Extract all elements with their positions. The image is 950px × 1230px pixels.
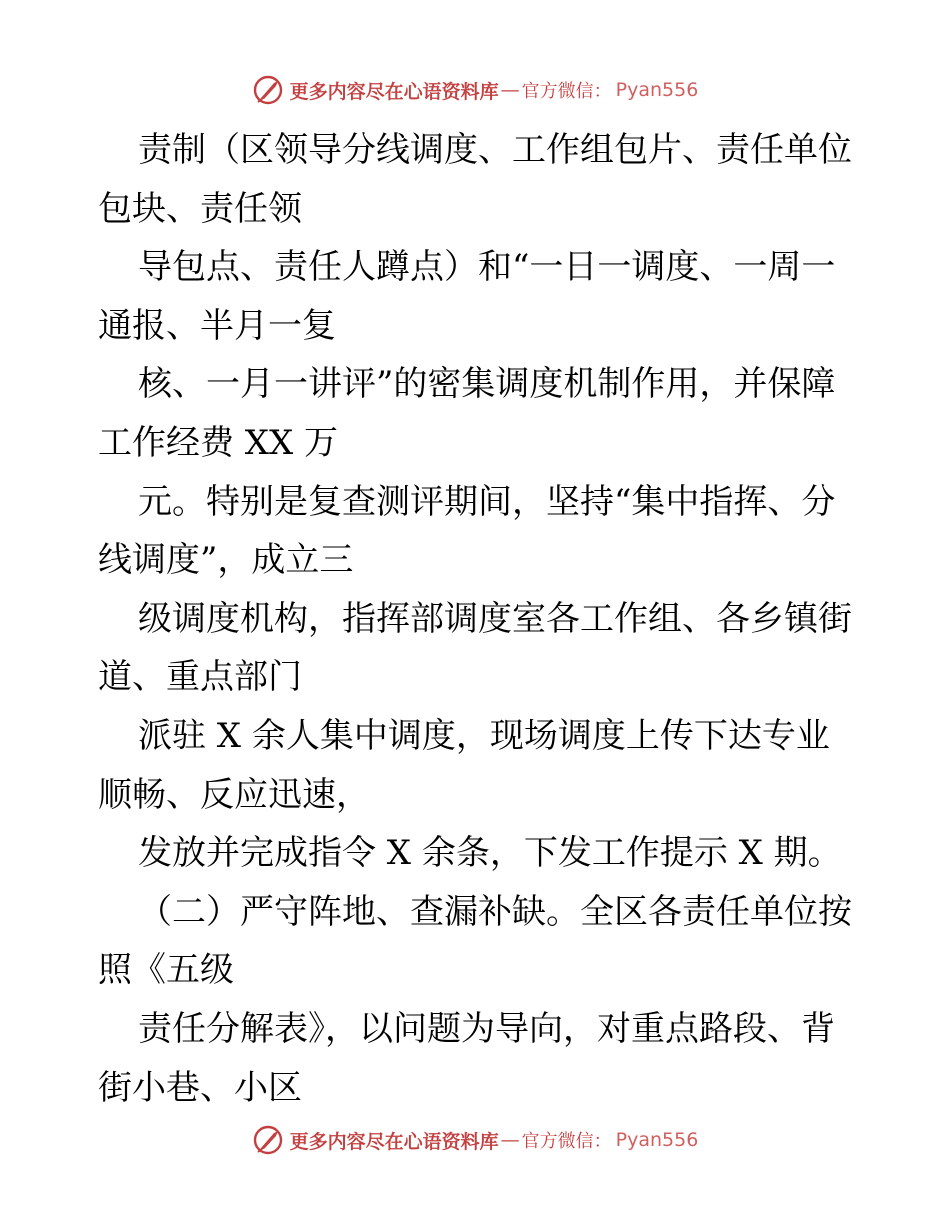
text-line: 照《五级 [98,950,234,991]
banner-dash: — [500,79,520,101]
text-line: 核、一月一讲评”的密集调度机制作用，并保障 [138,364,836,405]
banner-title: 更多内容尽在心语资料库 [289,80,499,103]
banner-wechat-id: Pyan556 [615,1129,699,1151]
text-line: （二）严守阵地、查漏补缺。全区各责任单位按 [138,891,852,932]
quill-logo-icon [252,73,286,107]
text-line: 级调度机构，指挥部调度室各工作组、各乡镇街 [138,598,852,639]
quill-logo-icon [252,1123,286,1157]
text-line: 发放并完成指令 X 余条，下发工作提示 X 期。 [138,833,842,874]
banner-wechat-id: Pyan556 [615,79,699,101]
text-line: 包块、责任领 [98,188,302,229]
text-line: 顺畅、反应迅速， [98,774,370,815]
text-line: 街小巷、小区 [98,1067,302,1108]
banner-label: 官方微信： [521,1131,612,1152]
text-line: 道、重点部门 [98,657,302,698]
banner-label: 官方微信： [521,81,612,102]
text-line: 工作经费 XX 万 [98,422,339,463]
text-line: 通报、半月一复 [98,305,336,346]
text-line: 责任分解表》，以问题为导向，对重点路段、背 [138,1008,835,1049]
text-line: 元。特别是复查测评期间，坚持“集中指挥、分 [138,481,836,522]
banner-dash: — [500,1129,520,1151]
banner-title: 更多内容尽在心语资料库 [289,1130,499,1153]
footer-banner [0,1120,950,1160]
text-line: 派驻 X 余人集中调度，现场调度上传下达专业 [138,715,830,756]
document-body [98,121,868,1117]
text-line: 责制（区领导分线调度、工作组包片、责任单位 [138,130,852,170]
header-banner [0,70,950,110]
text-line: 线调度”，成立三 [98,540,354,581]
text-line: 导包点、责任人蹲点）和“一日一调度、一周一 [138,247,836,288]
